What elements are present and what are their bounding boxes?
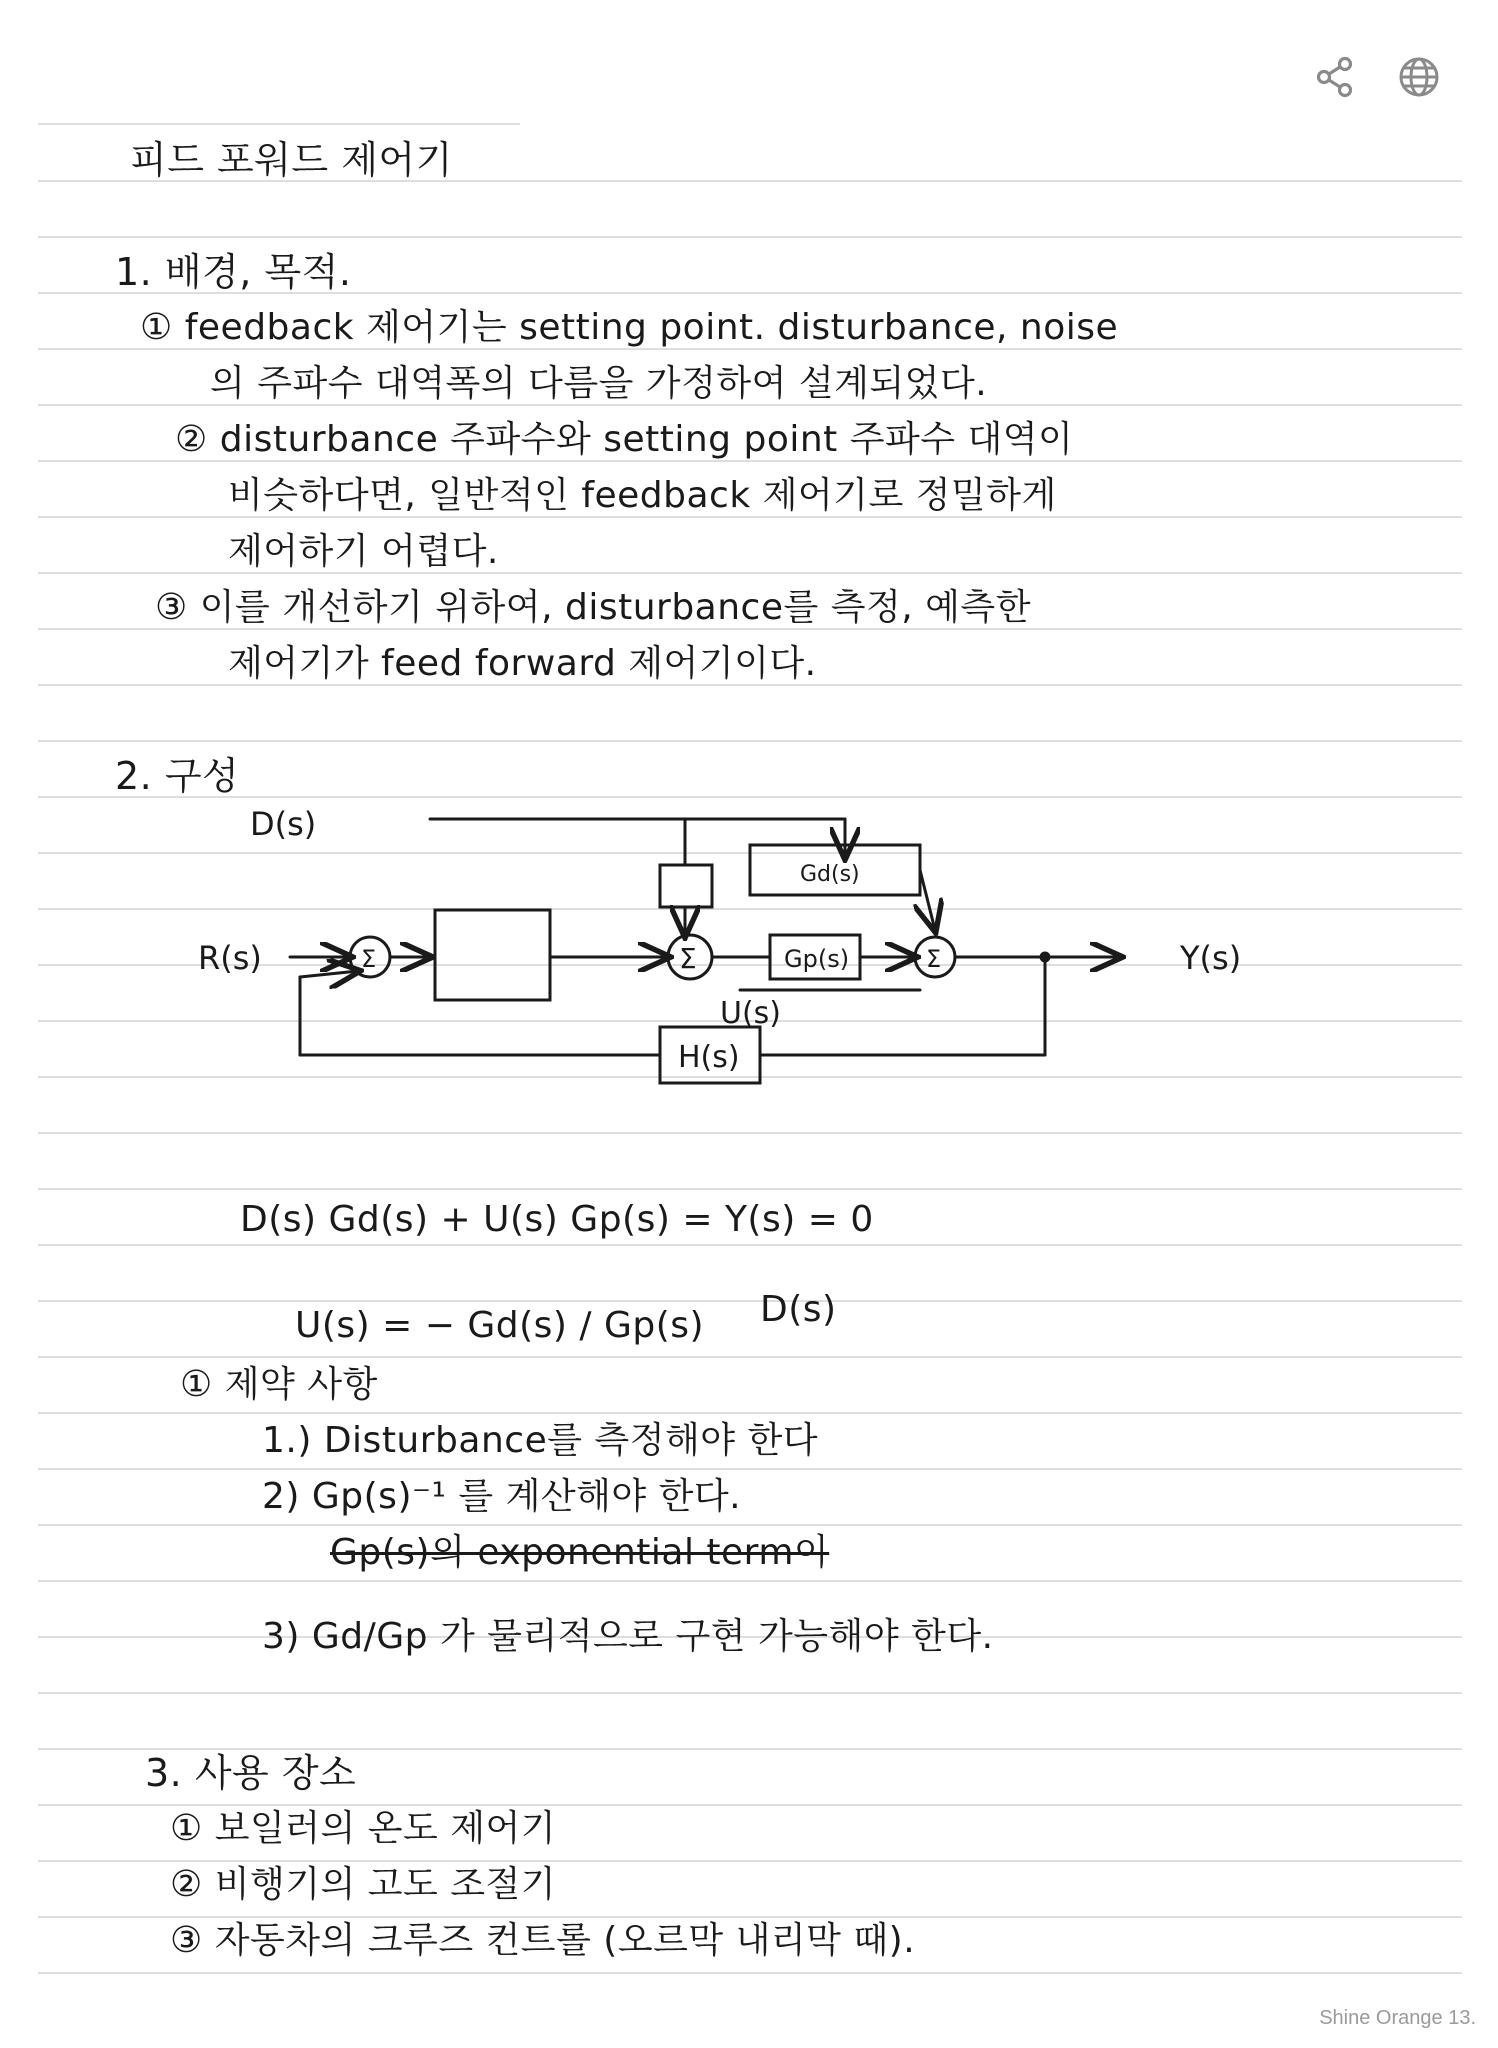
label-r: R(s) [198, 939, 262, 977]
usage-3: ③ 자동차의 크루즈 컨트롤 (오르막 내리막 때). [170, 1920, 916, 1961]
constraint-1: 1.) Disturbance를 측정해야 한다 [262, 1420, 819, 1461]
label-y: Y(s) [1180, 939, 1242, 977]
constraints-heading: ① 제약 사항 [180, 1364, 378, 1405]
equation-2-rhs: D(s) [760, 1289, 837, 1330]
block-diagram [180, 805, 1330, 1165]
footer-watermark: Shine Orange 13. [1319, 2007, 1476, 2029]
label-gd: Gd(s) [800, 862, 860, 887]
section1-item3-line2: 제어기가 feed forward 제어기이다. [228, 643, 817, 684]
label-gp: Gp(s) [784, 945, 850, 973]
usage-2: ② 비행기의 고도 조절기 [170, 1864, 557, 1905]
label-d: D(s) [250, 805, 317, 843]
share-icon [1314, 56, 1356, 98]
sum-label-3: Σ [926, 945, 942, 973]
controller-block [435, 910, 550, 1000]
usage-1: ① 보일러의 온도 제어기 [170, 1808, 557, 1849]
section1-item1-line2: 의 주파수 대역폭의 다름을 가정하여 설계되었다. [210, 363, 988, 404]
equation-2: U(s) = − Gd(s) / Gp(s) [295, 1305, 705, 1346]
equation-1: D(s) Gd(s) + U(s) Gp(s) = Y(s) = 0 [240, 1199, 874, 1240]
section3-heading: 3. 사용 장소 [145, 1751, 357, 1795]
section1-item2-line3: 제어하기 어렵다. [228, 531, 499, 572]
constraint-struck: Gp(s)의 exponential term이 [330, 1532, 830, 1573]
section1-item3-line1: ③ 이를 개선하기 위하여, disturbance를 측정, 예측한 [155, 587, 1031, 628]
globe-icon [1398, 56, 1440, 98]
section1-item1-line1: ① feedback 제어기는 setting point. disturbance, noise [140, 307, 1119, 348]
section1-item2-line2: 비슷하다면, 일반적인 feedback 제어기로 정밀하게 [228, 475, 1057, 516]
label-h: H(s) [678, 1040, 740, 1075]
section1-item2-line1: ② disturbance 주파수와 setting point 주파수 대역이 [175, 419, 1074, 460]
page-title: 피드 포워드 제어기 [130, 138, 453, 182]
constraint-2: 2) Gp(s)⁻¹ 를 계산해야 한다. [262, 1476, 742, 1517]
globe-button[interactable] [1394, 52, 1444, 102]
toolbar [1310, 52, 1444, 102]
section1-heading: 1. 배경, 목적. [115, 250, 352, 294]
sum-label-2: Σ [679, 942, 697, 975]
gd-block-upper [660, 865, 712, 907]
label-u: U(s) [720, 996, 781, 1031]
constraint-3: 3) Gd/Gp 가 물리적으로 구현 가능해야 한다. [262, 1616, 994, 1657]
section2-heading: 2. 구성 [115, 754, 240, 798]
sum-label-1: Σ [361, 945, 377, 973]
share-button[interactable] [1310, 52, 1360, 102]
